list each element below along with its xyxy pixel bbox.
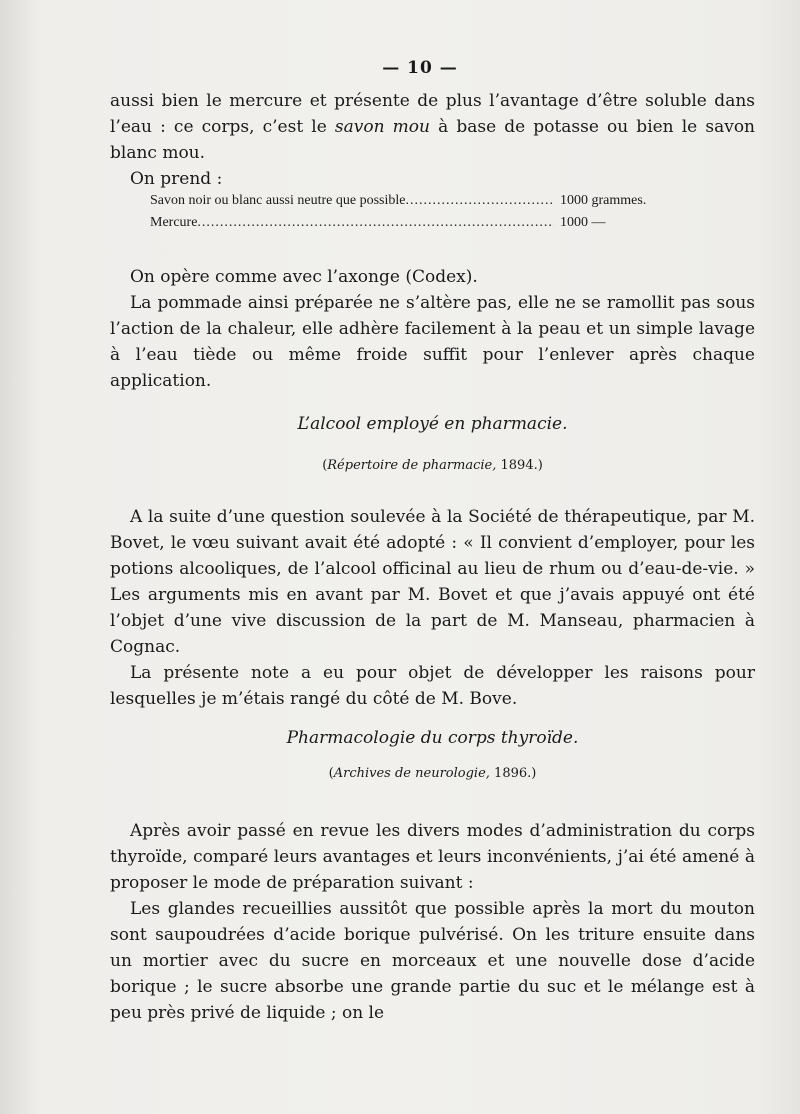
- recipe-quantity: 1000 —: [560, 215, 606, 230]
- preparation-notes: [110, 264, 755, 394]
- intro-emphasis-savon-mou: savon mou: [334, 117, 430, 137]
- recipe-row: [150, 212, 670, 234]
- intro-text-end: à base de potasse ou bien le savon blanc mou.: [110, 117, 756, 163]
- intro-block: [110, 88, 755, 192]
- paragraph: A la suite d’une question soulevée à la Société de thérapeutique, par M. Bovet, le vœu suivant avait été adopté : « Il convient d’employer, pour les potions alcooliques, de l’alcool officinal au lieu de rhum ou d’eau-de-vie. » Les arguments mis en avant par M. Bovet et que j’avais appuyé ont été l’objet d’une vive discussion de la part de M. Manseau, pharmacien à Cognac.: [110, 507, 755, 657]
- recipe-table: [150, 190, 670, 234]
- section-title-thyroide: Pharmacologie du corps thyroïde.: [286, 728, 579, 748]
- intro-text: aussi bien le mercure et présente de plus l’avantage d’être soluble dans l’eau : ce corps, c’est le: [110, 91, 755, 137]
- section-body-thyroide: [110, 818, 755, 1026]
- recipe-ingredient: Savon noir ou blanc aussi neutre que possible: [150, 193, 406, 208]
- paragraph: La pommade ainsi préparée ne s’altère pas, elle ne se ramollit pas sous l’action de la chaleur, elle adhère facilement à la peau et un simple lavage à l’eau tiède ou même froide suffit pour l’enlever après chaque application.: [110, 293, 755, 391]
- source-journal: Répertoire de pharmacie,: [327, 458, 497, 473]
- paragraph: On opère comme avec l’axonge (Codex).: [130, 267, 478, 287]
- paragraph: Les glandes recueillies aussitôt que possible après la mort du mouton sont saupoudrées d’acide borique pulvérisé. On les triture ensuite dans un mortier avec du sucre en morceaux et une nouvelle dose d’acide borique ; le sucre absorbe une grande partie du suc et le mélange est à peu près privé de liquide ; on le: [110, 899, 755, 1023]
- source-year: 1896.: [494, 766, 532, 781]
- recipe-quantity: 1000 grammes.: [560, 193, 647, 208]
- recipe-ingredient: Mercure: [150, 215, 198, 230]
- paragraph: Après avoir passé en revue les divers modes d’administration du corps thyroïde, comparé leurs avantages et leurs inconvénients, j’ai été amené à proposer le mode de préparation suivant :: [110, 821, 755, 893]
- leader-dots: [405, 190, 554, 212]
- section-source-alcool: (Répertoire de pharmacie, 1894.): [322, 458, 543, 473]
- recipe-row: [150, 190, 670, 212]
- page-number: — 10 —: [382, 58, 458, 78]
- leader-dots: [197, 212, 554, 234]
- paragraph: La présente note a eu pour objet de développer les raisons pour lesquelles je m’étais rangé du côté de M. Bove.: [110, 663, 755, 709]
- section-title-alcool: L’alcool employé en pharmacie.: [297, 414, 568, 434]
- source-journal: Archives de neurologie,: [333, 766, 490, 781]
- on-prend-line: On prend :: [130, 169, 223, 189]
- intro-paragraph: [110, 88, 755, 166]
- section-body-alcool: [110, 504, 755, 712]
- source-year: 1894.: [500, 458, 538, 473]
- section-source-thyroide: (Archives de neurologie, 1896.): [328, 766, 537, 781]
